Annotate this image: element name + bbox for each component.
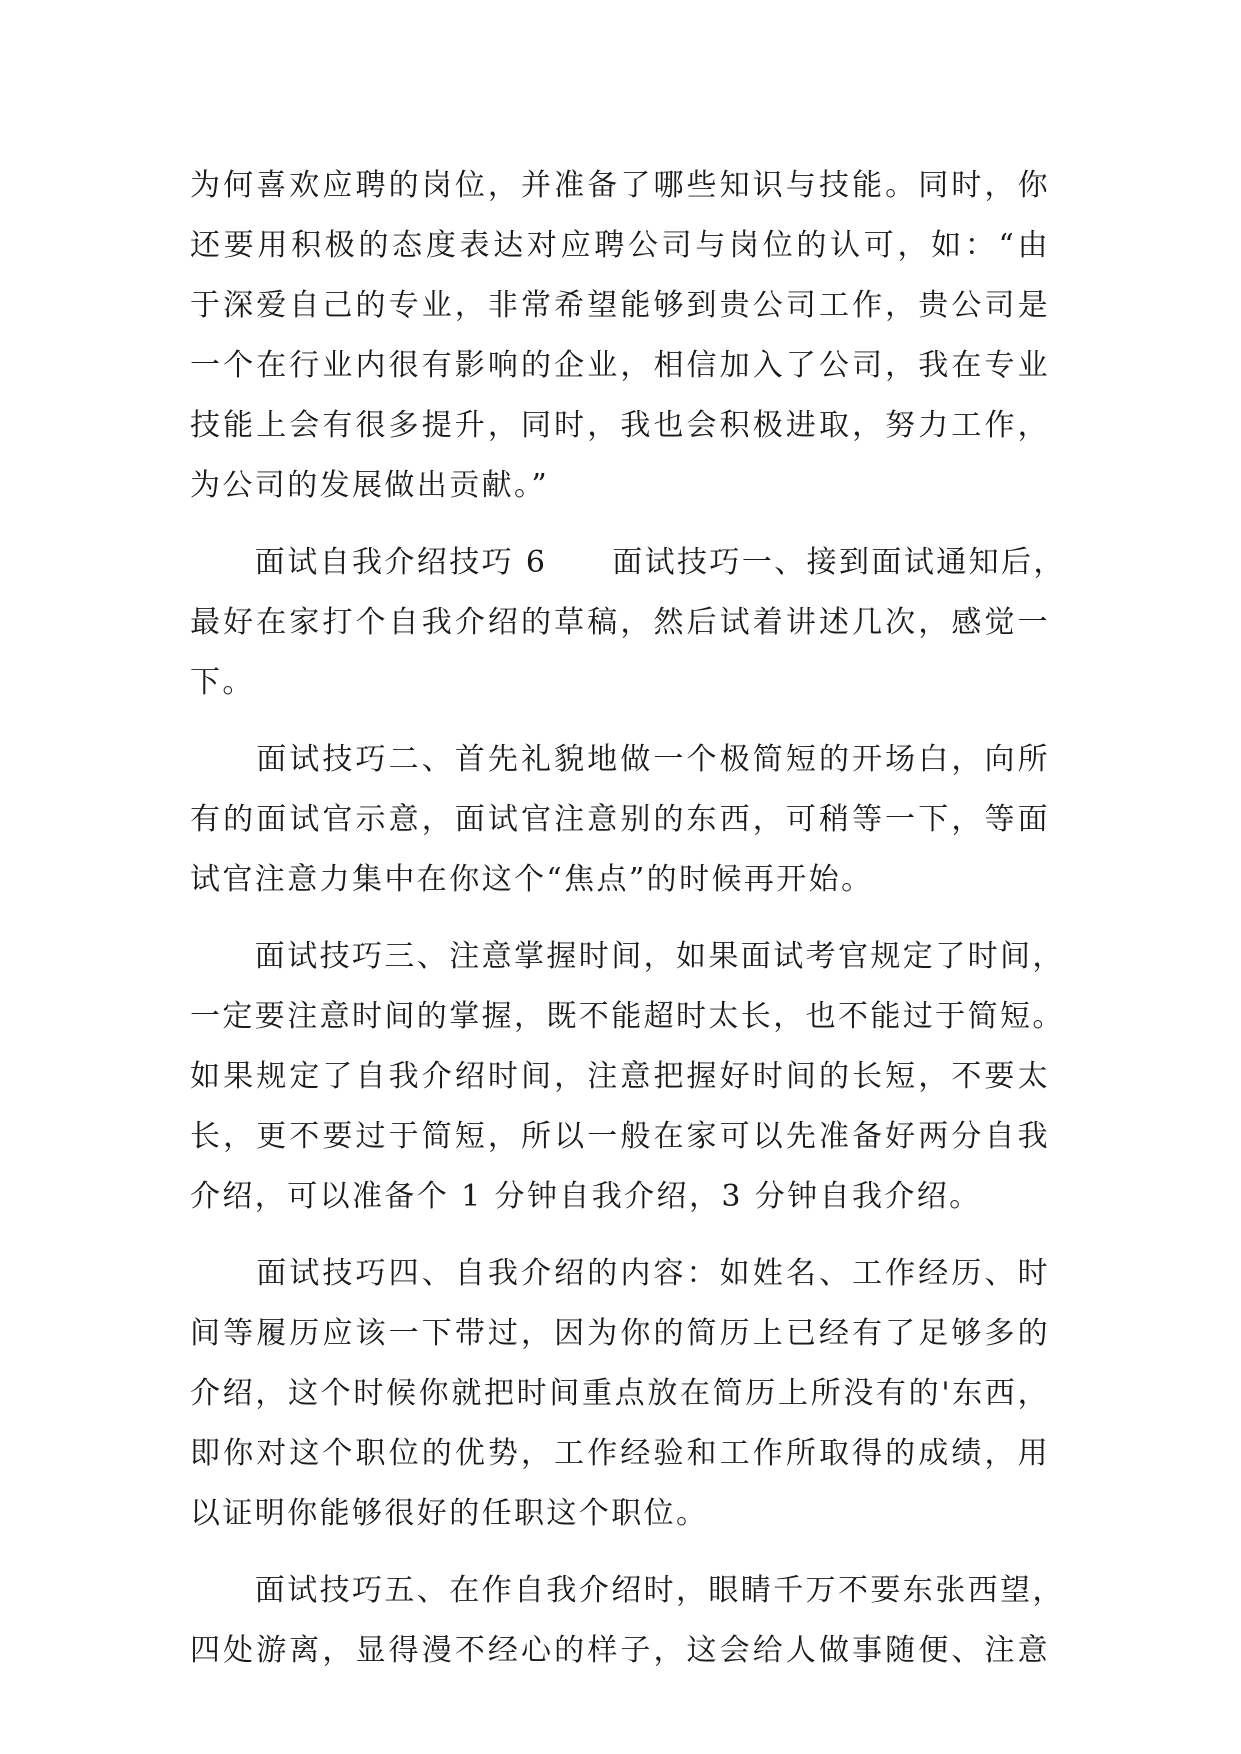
- text-line: 如果规定了自我介绍时间，注意把握好时间的长短，不要太: [190, 1059, 1050, 1094]
- text-line: 面试技巧二、首先礼貌地做一个极简短的开场白，向所: [190, 742, 1050, 777]
- text-line: 介绍，可以准备个 1 分钟自我介绍，3 分钟自我介绍。: [190, 1179, 982, 1214]
- text-line: 还要用积极的态度表达对应聘公司与岗位的认可，如：“由: [190, 228, 1050, 263]
- text-line: 间等履历应该一下带过，因为你的简历上已经有了足够多的: [190, 1316, 1050, 1351]
- text-line: 介绍，这个时候你就把时间重点放在简历上所没有的'东西，: [190, 1376, 1050, 1411]
- paragraph: [190, 730, 1050, 910]
- text-line: 技能上会有很多提升，同时，我也会积极进取，努力工作，: [190, 408, 1050, 443]
- text-line: 面试技巧五、在作自我介绍时，眼睛千万不要东张西望，: [190, 1573, 1065, 1608]
- paragraph: [190, 1561, 1065, 1681]
- text-line: 下。: [190, 665, 255, 700]
- text-line: 于深爱自己的专业，非常希望能够到贵公司工作，贵公司是: [190, 288, 1050, 323]
- text-line: 为何喜欢应聘的岗位，并准备了哪些知识与技能。同时，你: [190, 168, 1050, 203]
- paragraph-spacer: [190, 910, 1050, 927]
- text-line: 以证明你能够很好的任职这个职位。: [190, 1496, 709, 1531]
- paragraph-spacer: [190, 1227, 1050, 1244]
- paragraph-spacer: [190, 516, 1050, 533]
- paragraph-spacer: [190, 713, 1050, 730]
- text-line: 为公司的发展做出贡献。”: [190, 468, 550, 503]
- text-line: 最好在家打个自我介绍的草稿，然后试着讲述几次，感觉一: [190, 605, 1050, 640]
- paragraph: [190, 927, 1065, 1227]
- document-page: [190, 156, 1066, 1681]
- text-line: 四处游离，显得漫不经心的样子，这会给人做事随便、注意: [190, 1633, 1050, 1668]
- text-line: 面试技巧四、自我介绍的内容：如姓名、工作经历、时: [190, 1256, 1050, 1291]
- text-line: 即你对这个职位的优势，工作经验和工作所取得的成绩，用: [190, 1436, 1050, 1471]
- paragraph: [190, 533, 1066, 713]
- paragraph: [190, 1244, 1050, 1544]
- text-line: 有的面试官示意，面试官注意别的东西，可稍等一下，等面: [190, 802, 1050, 837]
- text-line: 面试自我介绍技巧 6 面试技巧一、接到面试通知后，: [190, 545, 1066, 580]
- text-line: 一定要注意时间的掌握，既不能超时太长，也不能过于简短。: [190, 999, 1065, 1034]
- paragraph-spacer: [190, 1544, 1050, 1561]
- text-line: 试官注意力集中在你这个“焦点”的时候再开始。: [190, 862, 874, 897]
- text-line: 一个在行业内很有影响的企业，相信加入了公司，我在专业: [190, 348, 1050, 383]
- paragraph: [190, 156, 1050, 516]
- text-line: 面试技巧三、注意掌握时间，如果面试考官规定了时间，: [190, 939, 1065, 974]
- text-line: 长，更不要过于简短，所以一般在家可以先准备好两分自我: [190, 1119, 1050, 1154]
